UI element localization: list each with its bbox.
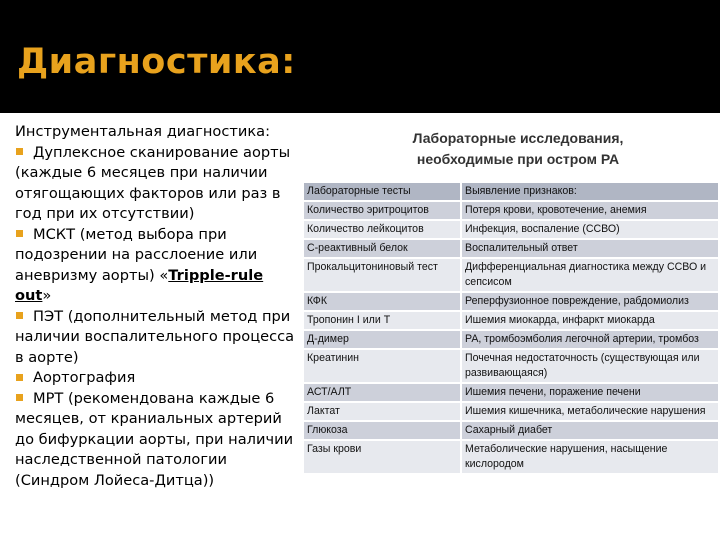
test-name-cell: С-реактивный белок	[304, 240, 460, 257]
test-name-cell: Глюкоза	[304, 422, 460, 439]
test-name-cell: Креатинин	[304, 350, 460, 382]
table-row	[304, 202, 718, 219]
test-name-cell: Тропонин I или T	[304, 312, 460, 329]
table-title-line: Лабораторные исследования,	[412, 130, 624, 146]
test-name-cell: КФК	[304, 293, 460, 310]
finding-cell: Сахарный диабет	[462, 422, 718, 439]
square-bullet-icon	[16, 230, 23, 237]
list-item	[15, 389, 298, 492]
test-name-cell: Прокальцитониновый тест	[304, 259, 460, 291]
table-row	[304, 403, 718, 420]
lab-tests-panel	[298, 114, 720, 540]
column-header: Лабораторные тесты	[304, 183, 460, 200]
square-bullet-icon	[16, 374, 23, 381]
test-name-cell: АСТ/АЛТ	[304, 384, 460, 401]
list-item-text: МРТ (рекомендована каждые 6 месяцев, от краниальных артерий до бифуркации аорты, при наличии наследственной патологии (Синдром Лойеса-Дитца))	[15, 389, 294, 489]
list-item-text-end: »	[42, 287, 52, 304]
table-title	[398, 128, 638, 170]
finding-cell: Воспалительный ответ	[462, 240, 718, 257]
test-name-cell: Д-димер	[304, 331, 460, 348]
slide-title: Диагностика:	[17, 42, 296, 82]
title-bar	[0, 0, 720, 113]
list-item-text: МСКТ (метод выбора при подозрении на расслоение или аневризму аорты) «	[15, 225, 258, 284]
table-row	[304, 293, 718, 310]
table-row	[304, 331, 718, 348]
test-name-cell: Газы крови	[304, 441, 460, 473]
square-bullet-icon	[16, 148, 23, 155]
tripple-rule-out-link[interactable]: Tripple-rule out	[15, 266, 264, 304]
finding-cell: Дифференциальная диагностика между ССВО и сепсисом	[462, 259, 718, 291]
list-item	[15, 368, 298, 389]
table-row	[304, 350, 718, 382]
finding-cell: Ишемия миокарда, инфаркт миокарда	[462, 312, 718, 329]
left-heading: Инструментальная диагностика:	[15, 123, 271, 140]
list-item	[15, 143, 298, 225]
finding-cell: Ишемия печени, поражение печени	[462, 384, 718, 401]
test-name-cell: Количество эритроцитов	[304, 202, 460, 219]
test-name-cell: Количество лейкоцитов	[304, 221, 460, 238]
table-row	[304, 422, 718, 439]
test-name-cell: Лактат	[304, 403, 460, 420]
lab-tests-table	[302, 181, 720, 475]
finding-cell: Метаболические нарушения, насыщение кислородом	[462, 441, 718, 473]
finding-cell: Инфекция, воспаление (ССВО)	[462, 221, 718, 238]
list-item-text: ПЭТ (дополнительный метод при наличии воспалительного процесса в аорте)	[15, 307, 295, 366]
table-row	[304, 221, 718, 238]
finding-cell: Потеря крови, кровотечение, анемия	[462, 202, 718, 219]
column-header: Выявление признаков:	[462, 183, 718, 200]
list-item	[15, 225, 298, 307]
table-row	[304, 312, 718, 329]
finding-cell: Почечная недостаточность (существующая или развивающаяся)	[462, 350, 718, 382]
finding-cell: РА, тромбоэмболия легочной артерии, тромбоз	[462, 331, 718, 348]
table-row	[304, 259, 718, 291]
table-title-line: необходимые при остром РА	[416, 151, 620, 167]
finding-cell: Ишемия кишечника, метаболические нарушения	[462, 403, 718, 420]
table-row	[304, 384, 718, 401]
finding-cell: Реперфузионное повреждение, рабдомиолиз	[462, 293, 718, 310]
table-header-row	[304, 183, 718, 200]
list-item-text: Дуплексное сканирование аорты (каждые 6 месяцев при наличии отягощающих факторов или раз в год при их отсутствии)	[15, 143, 291, 222]
square-bullet-icon	[16, 394, 23, 401]
list-item-text: Аортография	[33, 369, 136, 386]
instrumental-diagnostics-text	[15, 122, 298, 491]
list-item	[15, 307, 298, 369]
square-bullet-icon	[16, 312, 23, 319]
table-row	[304, 441, 718, 473]
table-row	[304, 240, 718, 257]
